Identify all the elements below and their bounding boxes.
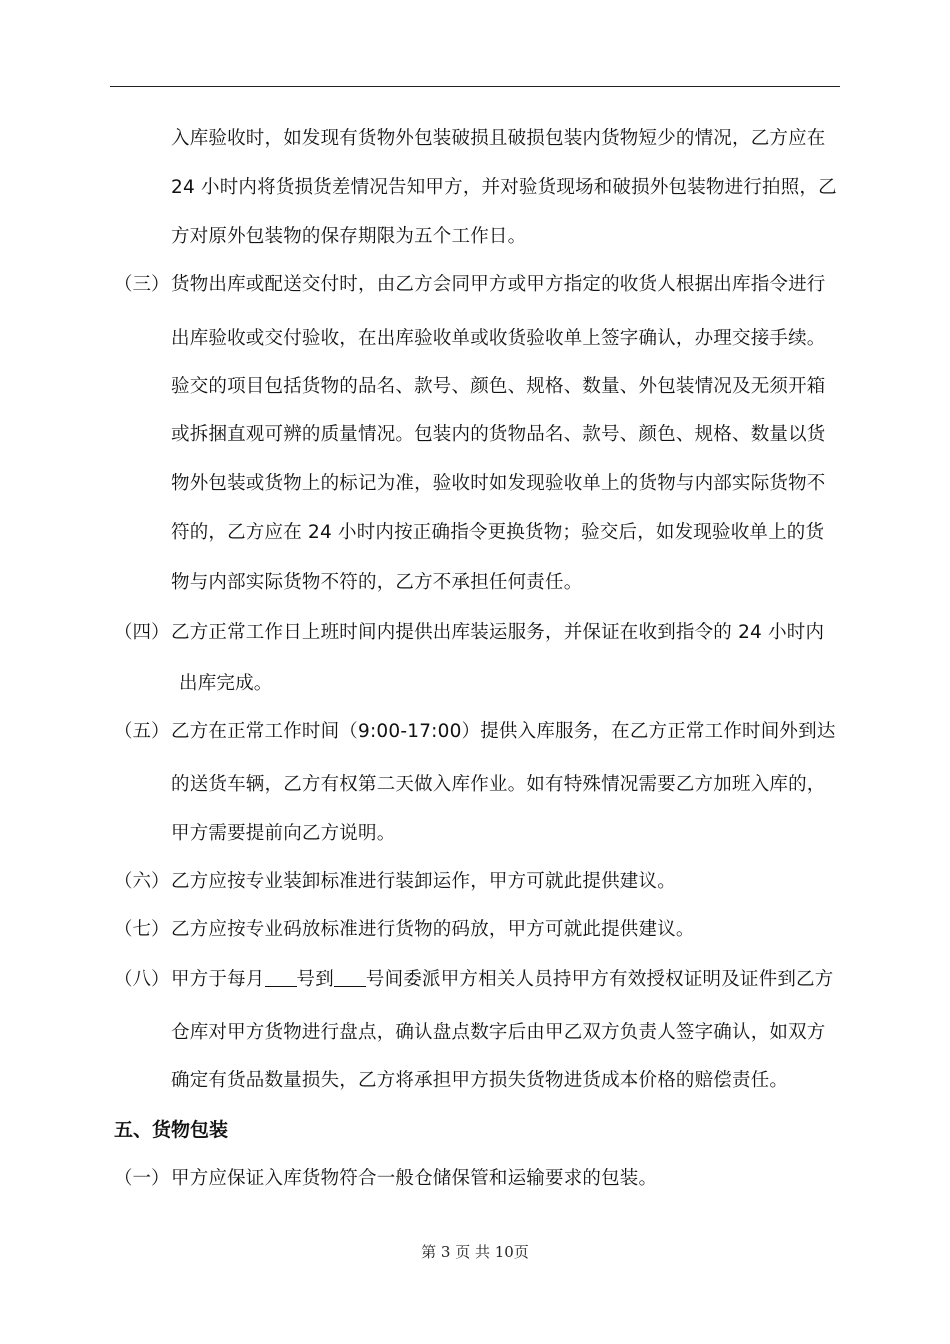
paragraph-line: 物外包装或货物上的标记为准，验收时如发现验收单上的货物与内部实际货物不	[171, 473, 826, 494]
paragraph-line: 的送货车辆，乙方有权第二天做入库作业。如有特殊情况需要乙方加班入库的，	[171, 774, 826, 795]
paragraph-line: 入库验收时，如发现有货物外包装破损且破损包装内货物短少的情况，乙方应在	[171, 128, 826, 149]
paragraph-line: 物与内部实际货物不符的，乙方不承担任何责任。	[171, 572, 583, 593]
paragraph-line: 24 小时内将货损货差情况告知甲方，并对验货现场和破损外包装物进行拍照，乙	[171, 177, 837, 198]
item-marker-5: （五）	[114, 721, 170, 742]
paragraph-line: 乙方应按专业码放标准进行货物的码放，甲方可就此提供建议。	[171, 919, 695, 940]
text-segment: 甲方于每月	[171, 969, 265, 990]
item-marker-8: （八）	[114, 969, 170, 990]
paragraph-line: 乙方在正常工作时间（9:00-17:00）提供入库服务，在乙方正常工作时间外到达	[171, 721, 836, 742]
item-marker-3: （三）	[114, 274, 170, 295]
paragraph-line: 货物出库或配送交付时，由乙方会同甲方或甲方指定的收货人根据出库指令进行	[171, 274, 826, 295]
paragraph-line: 确定有货品数量损失，乙方将承担甲方损失货物进货成本价格的赔偿责任。	[171, 1070, 789, 1091]
paragraph-line: 出库验收或交付验收，在出库验收单或收货验收单上签字确认，办理交接手续。	[171, 328, 826, 349]
paragraph-line: 乙方正常工作日上班时间内提供出库装运服务，并保证在收到指令的 24 小时内	[171, 622, 825, 643]
paragraph-line: 甲方应保证入库货物符合一般仓储保管和运输要求的包装。	[171, 1168, 658, 1189]
paragraph-line: 乙方应按专业装卸标准进行装卸运作，甲方可就此提供建议。	[171, 871, 676, 892]
text-segment: 号到	[296, 969, 334, 990]
fill-in-blank-day-end	[334, 968, 366, 987]
text-segment: 号间委派甲方相关人员持甲方有效授权证明及证件到乙方	[365, 969, 834, 990]
item-marker-6: （六）	[114, 871, 170, 892]
paragraph-line: 验交的项目包括货物的品名、款号、颜色、规格、数量、外包装情况及无须开箱	[171, 376, 826, 397]
page-number-footer: 第 3 页 共 10页	[421, 1243, 529, 1261]
section-heading: 五、货物包装	[114, 1119, 229, 1141]
item-marker-1: （一）	[114, 1168, 170, 1189]
item-marker-4: （四）	[114, 622, 170, 643]
fill-in-blank-day-start	[265, 968, 297, 987]
paragraph-line: 符的，乙方应在 24 小时内按正确指令更换货物；验交后，如发现验收单上的货	[171, 522, 825, 543]
paragraph-line-with-blanks	[171, 967, 833, 993]
header-rule	[110, 86, 840, 87]
paragraph-line: 仓库对甲方货物进行盘点，确认盘点数字后由甲乙双方负责人签字确认，如双方	[171, 1022, 826, 1043]
paragraph-line: 或拆捆直观可辨的质量情况。包装内的货物品名、款号、颜色、规格、数量以货	[171, 424, 826, 445]
item-marker-7: （七）	[114, 919, 170, 940]
paragraph-line: 方对原外包装物的保存期限为五个工作日。	[171, 226, 527, 247]
paragraph-line: 甲方需要提前向乙方说明。	[171, 823, 396, 844]
paragraph-line: 出库完成。	[179, 673, 273, 694]
